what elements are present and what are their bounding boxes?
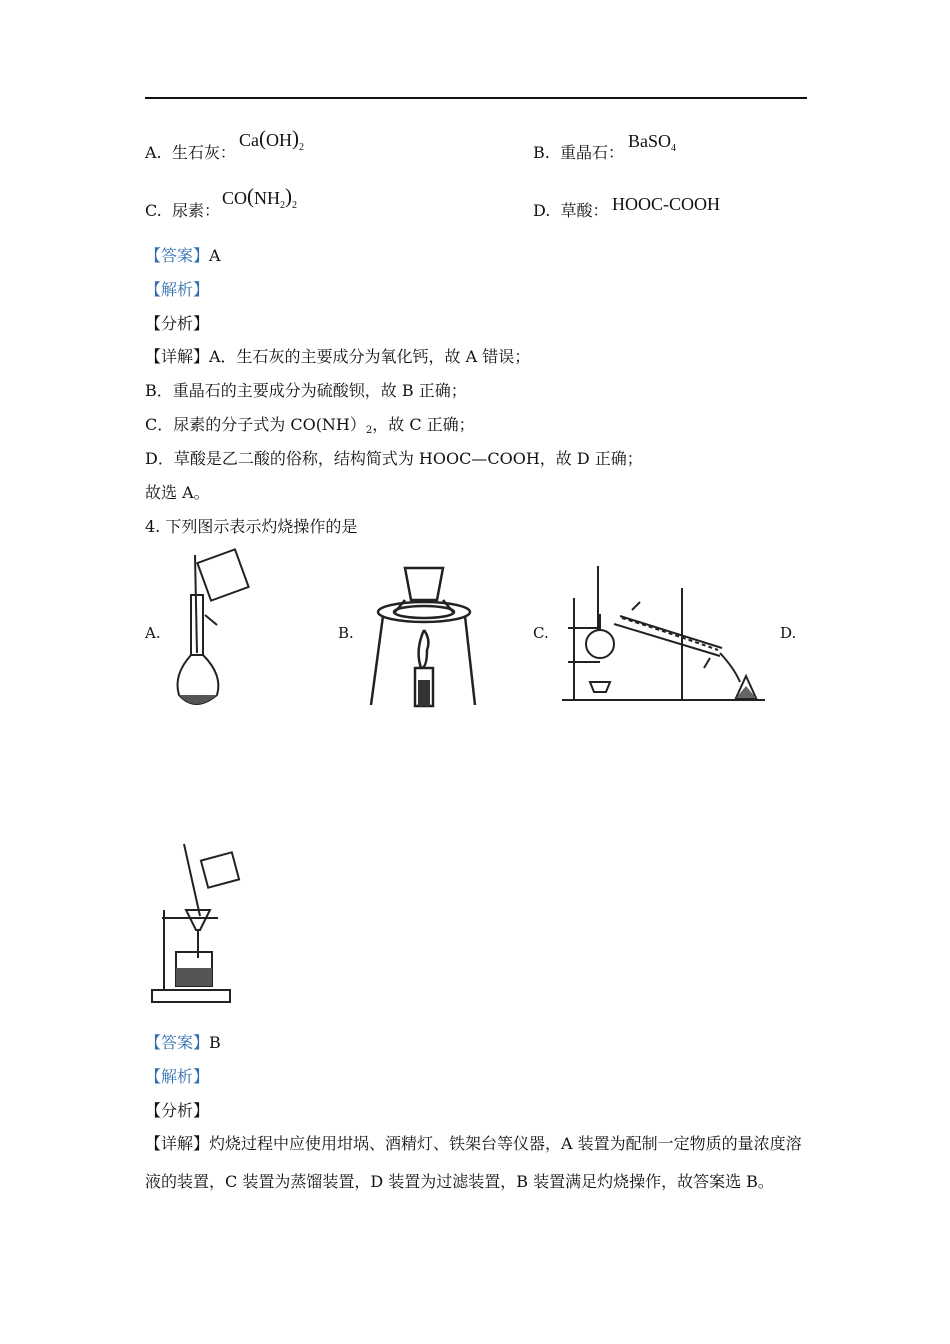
q3-detail-2: B．重晶石的主要成分为硫酸钡，故 B 正确； <box>145 381 467 400</box>
fig-label-a: A. <box>145 624 161 642</box>
fig-label-b: B. <box>338 624 354 642</box>
q3-detail-3: C．尿素的分子式为 CO(NH）2，故 C 正确； <box>145 415 475 436</box>
option-a: A. 生石灰： <box>145 143 236 162</box>
fig-label-c: C. <box>533 624 549 642</box>
q4-answer: 【答案】B <box>145 1033 221 1052</box>
q4-stem: 4. 下列图示表示灼烧操作的是 <box>145 517 358 536</box>
q4-detail-1: 【详解】灼烧过程中应使用坩埚、酒精灯、铁架台等仪器，A 装置为配制一定物质的量浓度溶 <box>145 1134 802 1153</box>
option-c: C. 尿素： <box>145 201 220 220</box>
q4-detail-2: 液的装置，C 装置为蒸馏装置，D 装置为过滤装置，B 装置满足灼烧操作，故答案选 B。 <box>145 1172 774 1191</box>
figure-d-filtration <box>148 840 248 1008</box>
q3-answer: 【答案】A <box>145 246 221 265</box>
q4-jiexi: 【解析】 <box>145 1067 210 1086</box>
option-b: B. 重晶石： <box>533 143 625 162</box>
option-b-formula: BaSO$_4$ <box>628 131 677 154</box>
figure-a-volumetric-flask <box>165 545 265 715</box>
fig-label-d: D. <box>780 624 797 642</box>
q3-detail-4: D．草酸是乙二酸的俗称，结构简式为 HOOC—COOH，故 D 正确； <box>145 449 643 468</box>
option-c-formula: $CO(NH_2)_2$ <box>222 184 298 211</box>
option-a-formula: $Ca(OH)_2$ <box>239 126 304 153</box>
q4-fenxi: 【分析】 <box>145 1101 210 1120</box>
q3-jiexi: 【解析】 <box>145 280 210 299</box>
q3-detail-1: 【详解】A．生石灰的主要成分为氧化钙，故 A 错误； <box>145 347 531 366</box>
top-rule <box>145 97 807 99</box>
option-d-formula: HOOC-COOH <box>612 194 720 214</box>
figure-c-distillation <box>560 558 770 708</box>
q3-fenxi: 【分析】 <box>145 314 210 333</box>
figure-b-crucible-heating <box>365 550 480 710</box>
q3-detail-5: 故选 A。 <box>145 483 210 502</box>
option-d: D. 草酸： <box>533 201 609 220</box>
